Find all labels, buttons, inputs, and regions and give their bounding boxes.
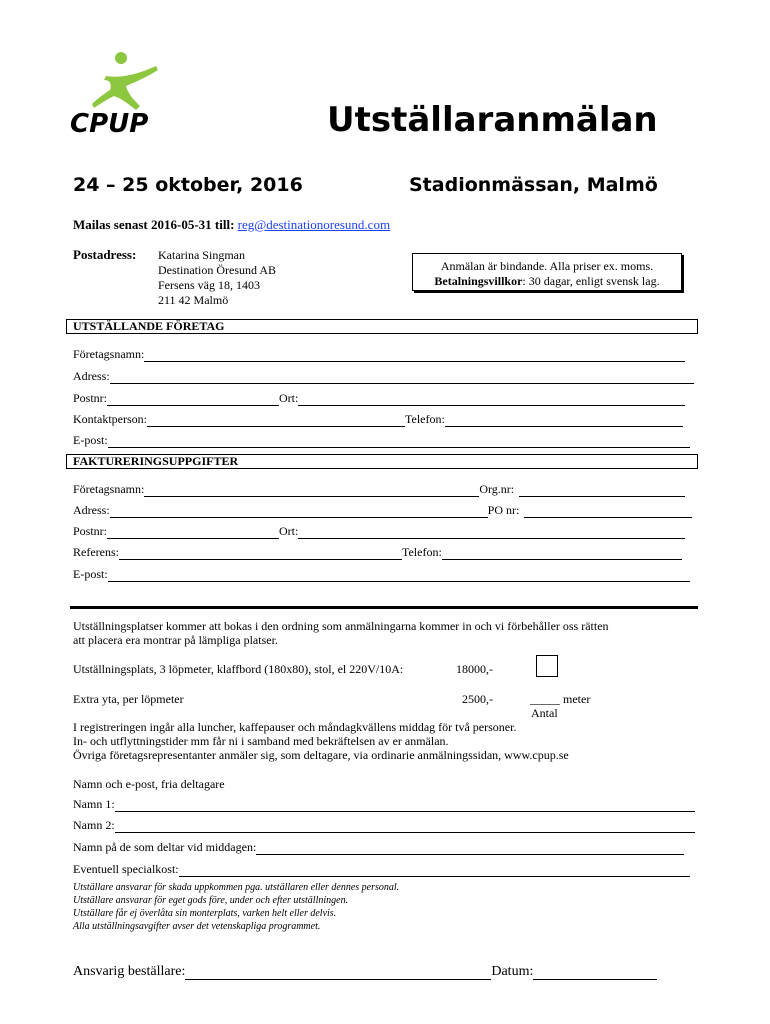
field-row: Kontaktperson: Telefon: — [73, 411, 683, 427]
field-row: Namn 2: — [73, 817, 695, 833]
notice-terms: Betalningsvillkor: 30 dagar, enligt svensk lag. — [434, 274, 660, 288]
field-row: Företagsnamn: — [73, 346, 685, 362]
billing-company-input[interactable] — [144, 485, 479, 497]
field-row: E-post: — [73, 566, 690, 582]
address-line: Katarina Singman — [158, 248, 245, 262]
reference-input[interactable] — [119, 548, 402, 560]
field-row: Postnr: Ort: — [73, 523, 685, 539]
booth-price: 18000,- — [456, 662, 493, 676]
postnr-input[interactable] — [107, 394, 279, 406]
billing-phone-input[interactable] — [442, 548, 682, 560]
billing-email-input[interactable] — [108, 570, 690, 582]
field-row: Adress: PO nr: — [73, 502, 692, 518]
notice-line: Anmälan är bindande. Alla priser ex. moms. — [440, 259, 654, 273]
section-header-billing: FAKTURERINGSUPPGIFTER — [66, 454, 698, 469]
dinner-names-input[interactable] — [256, 843, 684, 855]
email-link[interactable]: reg@destinationoresund.com — [237, 217, 391, 232]
address-line: Destination Öresund AB — [158, 263, 276, 277]
phone-input[interactable] — [445, 415, 683, 427]
extra-space-price: 2500,- — [462, 692, 493, 706]
special-diet-input[interactable] — [179, 865, 690, 877]
responsible-orderer-input[interactable] — [185, 966, 491, 980]
name2-input[interactable] — [115, 821, 695, 833]
page-title: Utställaranmälan — [327, 100, 658, 140]
terms-notice — [412, 253, 682, 291]
field-row: E-post: — [73, 432, 690, 448]
postadress-block — [158, 248, 276, 308]
cpup-logo — [66, 50, 176, 140]
billing-ort-input[interactable] — [298, 527, 685, 539]
event-venue: Stadionmässan, Malmö — [409, 174, 658, 196]
field-row: Eventuell specialkost: — [73, 861, 690, 877]
billing-postnr-input[interactable] — [107, 527, 279, 539]
address-line: 211 42 Malmö — [158, 293, 229, 307]
address-line: Fersens väg 18, 1403 — [158, 278, 260, 292]
booth-label: Utställningsplats, 3 löpmeter, klaffbord (180x80), stol, el 220V/10A: — [73, 662, 404, 676]
email-input[interactable] — [108, 436, 690, 448]
name1-input[interactable] — [115, 800, 695, 812]
company-name-input[interactable] — [144, 350, 685, 362]
orgnr-input[interactable] — [519, 485, 685, 497]
meter-quantity-input[interactable]: _____ meter — [530, 692, 591, 706]
free-participants-heading: Namn och e-post, fria deltagare — [73, 777, 225, 791]
booth-checkbox[interactable] — [536, 655, 558, 677]
date-input[interactable] — [533, 966, 657, 980]
antal-label: Antal — [531, 706, 558, 720]
billing-address-input[interactable] — [110, 506, 488, 518]
ort-input[interactable] — [298, 394, 685, 406]
signature-row: Ansvarig beställare: Datum: — [73, 962, 657, 980]
disclaimer: Utställare ansvarar för skada uppkommen pga. utställaren eller dennes personal. Utställare ansvarar för eget gods före, under och efter utställningen. Utställare får ej överlåta sin monterplats, varken helt eller delvis. Alla utställningsavgifter avser det vetenskapliga programmet. — [73, 882, 400, 932]
extra-space-label: Extra yta, per löpmeter — [73, 692, 184, 706]
registration-info: I registreringen ingår alla luncher, kaffepauser och måndagkvällens middag för två personer. In- och utflyttningstider mm får ni i samband med bekräftelsen av er anmälan. Övriga företagsrepresentanter anmäler sig, som deltagare, via ordinarie anmälningssidan, www.cpup.se — [73, 720, 569, 762]
booking-info: Utställningsplatser kommer att bokas i den ordning som anmälningarna kommer in och vi förbehåller oss rätten att placera era montrar på lämpliga platser. — [73, 619, 609, 647]
postadress-label: Postadress: — [73, 247, 137, 262]
field-row: Adress: — [73, 368, 694, 384]
po-number-input[interactable] — [524, 506, 692, 518]
event-date: 24 – 25 oktober, 2016 — [73, 174, 303, 196]
field-row: Postnr: Ort: — [73, 390, 685, 406]
section-header-exhibitor: UTSTÄLLANDE FÖRETAG — [66, 319, 698, 334]
field-row: Namn på de som deltar vid middagen: — [73, 839, 684, 855]
field-row: Företagsnamn: Org.nr: — [73, 481, 685, 497]
field-row: Namn 1: — [73, 796, 695, 812]
mail-deadline — [73, 217, 390, 233]
field-row: Referens: Telefon: — [73, 544, 682, 560]
svg-text:CPUP: CPUP — [70, 109, 149, 139]
mail-deadline-label: Mailas senast 2016-05-31 till: — [73, 217, 235, 232]
divider — [70, 606, 698, 609]
contact-person-input[interactable] — [147, 415, 405, 427]
address-input[interactable] — [110, 372, 694, 384]
